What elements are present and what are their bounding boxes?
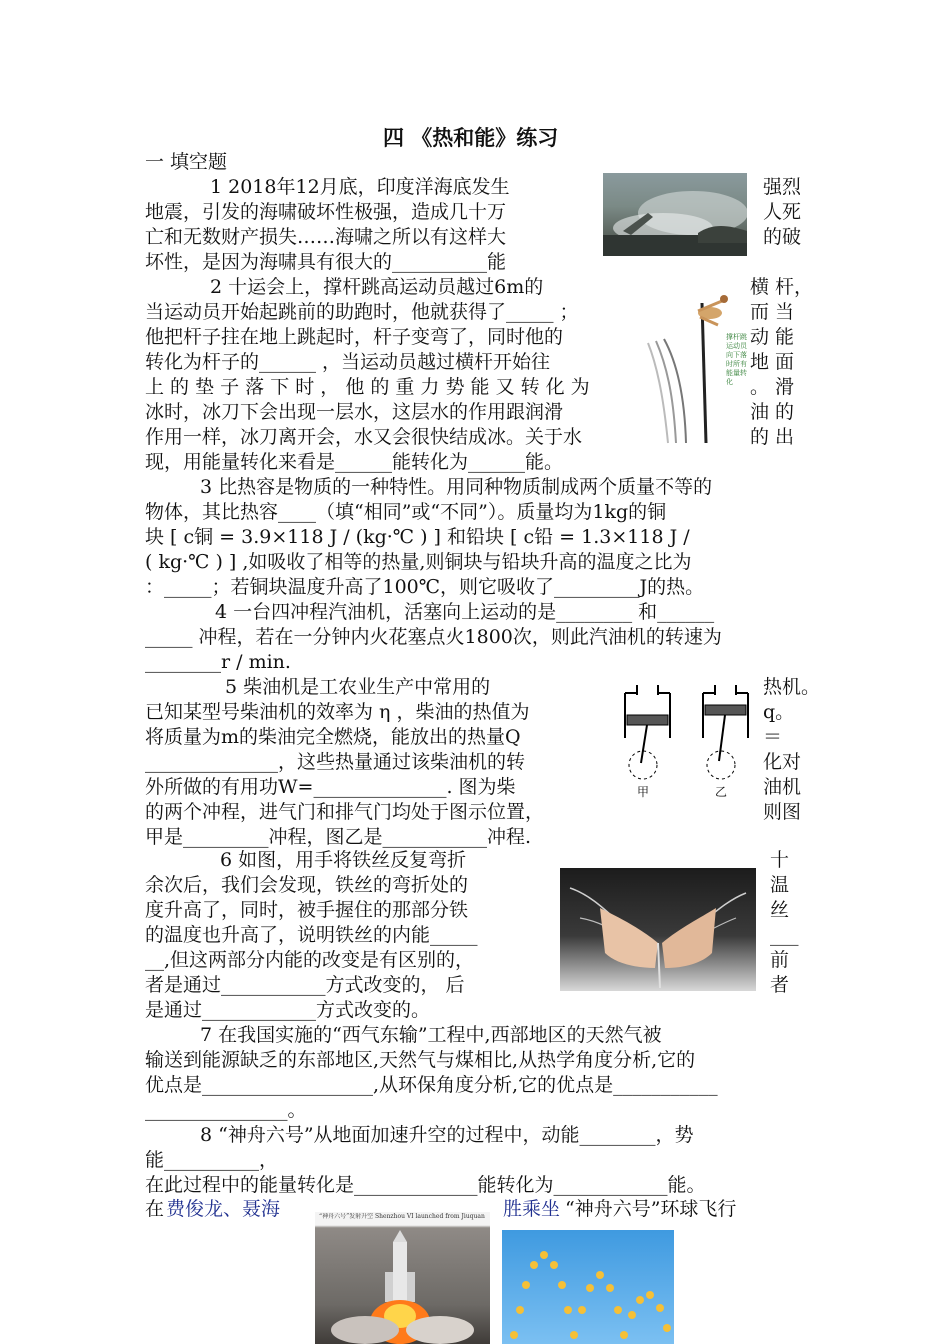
q5-line2: 已知某型号柴油机的效率为 η ，柴油的热值为 — [145, 701, 530, 723]
q5-line1: 5 柴油机是工农业生产中常用的 — [225, 676, 491, 698]
q5-line3-right: ＝ — [763, 726, 783, 748]
q4-line3: ________r / min. — [145, 651, 291, 673]
page-title: 四 《热和能》练习 — [383, 125, 559, 150]
q1-line2: 地震，引发的海啸破坏性极强，造成几十万 — [145, 201, 507, 223]
q6-line2: 余次后，我们会发现，铁丝的弯折处的 — [145, 874, 469, 896]
q6-line4-right: ___ — [770, 924, 799, 946]
q3-line1: 3 比热容是物质的一种特性。用同种物质制成两个质量不等的 — [200, 476, 713, 498]
q6-line1-right: 十 — [770, 849, 790, 871]
q5-line3: 将质量为m的柴油完全燃烧，能放出的热量Q — [145, 726, 521, 748]
q6-line3-right: 丝 — [770, 899, 790, 921]
q8-line2: 能__________， — [145, 1149, 279, 1171]
engine-stroke-diagram — [615, 683, 755, 798]
q2-line5: 上 的 垫 子 落 下 时 ， 他 的 重 力 势 能 又 转 化 为 — [145, 376, 590, 398]
label-yi: 乙 — [715, 785, 728, 798]
q1-line1-right: 强烈 — [763, 176, 802, 198]
q2-line6-right: 油 的 — [750, 401, 795, 423]
q2-line6: 冰时，冰刀下会出现一层水，这层水的作用跟润滑 — [145, 401, 564, 423]
q2-line3: 他把杆子拄在地上跳起时，杆子变弯了，同时他的 — [145, 326, 564, 348]
q2-line1-right: 横 杆， — [750, 276, 814, 298]
q1-line3-right: 的破 — [763, 226, 802, 248]
q2-line2: 当运动员开始起跳前的助跑时，他就获得了_____ ； — [145, 301, 579, 323]
q2-line7: 作用一样，冰刀离开会，水又会很快结成冰。关于水 — [145, 426, 583, 448]
q8-line4-prefix: 在 — [145, 1198, 165, 1220]
q5-line6-right: 则图 — [763, 801, 802, 823]
q5-line4-right: 化对 — [763, 751, 802, 773]
q2-line8: 现，用能量转化来看是______能转化为______能。 — [145, 451, 564, 473]
q4-line1: 4 一台四冲程汽油机，活塞向上运动的是________ 和______ — [215, 601, 715, 623]
q7-line1: 7 在我国实施的“西气东输”工程中,西部地区的天然气被 — [200, 1024, 662, 1046]
q5-line1-right: 热机。 — [763, 676, 821, 698]
q6-line4: 的温度也升高了，说明铁丝的内能_____ — [145, 924, 478, 946]
q6-line6-right: 者 — [770, 974, 790, 996]
bouncing-ball-photo — [502, 1230, 674, 1344]
bending-wire-photo — [560, 868, 756, 991]
q6-line7: 是通过____________方式改变的。 — [145, 999, 431, 1021]
q6-line3: 度升高了，同时，被手握住的那部分铁 — [145, 899, 469, 921]
section-heading: 一 填空题 — [145, 151, 228, 173]
q6-line6: 者是通过___________方式改变的， 后 — [145, 974, 465, 996]
q7-line3: 优点是__________________,从环保角度分析,它的优点是___________ — [145, 1074, 718, 1096]
q8-line1: 8 “神舟六号”从地面加速升空的过程中，动能________，势 — [200, 1124, 694, 1146]
q1-line4: 坏性，是因为海啸具有很大的__________能 — [145, 251, 507, 273]
rocket-launch-photo — [315, 1212, 490, 1344]
q5-line5-right: 油机 — [763, 776, 802, 798]
q6-line1: 6 如图，用手将铁丝反复弯折 — [220, 849, 467, 871]
q6-line2-right: 温 — [770, 874, 790, 896]
q2-line1: 2 十运会上，撑杆跳高运动员越过6m的 — [210, 276, 544, 298]
q2-line2-right: 而 当 — [750, 301, 795, 323]
pole-vault-caption: 撑杆跳运动员向下落时所有能量转化 — [726, 333, 747, 386]
q7-line4: _______________。 — [145, 1099, 307, 1121]
q8-line4-suffix: “神舟六号”环球飞行 — [565, 1198, 737, 1220]
q3-line3: 块 [ c铜 = 3.9×118 J / (kg·℃ ) ] 和铅块 [ c铅 = 1.3×118 J / — [145, 526, 690, 548]
q3-line5: ：_____；若铜块温度升高了100℃，则它吸收了_________J的热。 — [145, 576, 705, 598]
q2-line7-right: 的 出 — [750, 426, 795, 448]
astronaut-name-link-1[interactable]: 费俊龙、聂海 — [166, 1198, 281, 1220]
q5-line2-right: q。 — [763, 701, 795, 723]
q1-line2-right: 人死 — [763, 201, 802, 223]
q6-line5-right: 前 — [770, 949, 790, 971]
rocket-launch-caption: “神舟六号”发射升空 Shenzhou VI launched from Jiuquan — [319, 1213, 485, 1220]
q5-line5: 外所做的有用功W=______________. 图为柴 — [145, 776, 516, 798]
q2-line5-right: 。 滑 — [750, 376, 795, 398]
tsunami-photo — [603, 173, 747, 256]
astronaut-name-link-2[interactable]: 胜乘坐 — [503, 1198, 561, 1220]
q5-line4: ______________，这些热量通过该柴油机的转 — [145, 751, 526, 773]
q2-line4: 转化为杆子的______ ，当运动员越过横杆开始往 — [145, 351, 551, 373]
q3-line2: 物体，其比热容____（填“相同”或“不同”）。质量均为1kg的铜 — [145, 501, 667, 523]
q4-line2: _____ 冲程，若在一分钟内火花塞点火1800次，则此汽油机的转速为 — [145, 626, 722, 648]
q5-line6: 的两个冲程，进气门和排气门均处于图示位置， — [145, 801, 545, 823]
label-jia: 甲 — [637, 785, 650, 798]
q3-line4: ( kg·℃ ) ] ,如吸收了相等的热量,则铜块与铅块升高的温度之比为 — [145, 551, 692, 573]
q2-line3-right: 动 能 — [750, 326, 795, 348]
q2-line4-right: 地 面 — [750, 351, 795, 373]
q1-line1: 1 2018年12月底，印度洋海底发生 — [210, 176, 510, 198]
q7-line2: 输送到能源缺乏的东部地区,天然气与煤相比,从热学角度分析,它的 — [145, 1049, 696, 1071]
q8-line3: 在此过程中的能量转化是_____________能转化为____________能。 — [145, 1174, 706, 1196]
q6-line5: __,但这两部分内能的改变是有区别的， — [145, 949, 475, 971]
q1-line3: 亡和无数财产损失……海啸之所以有这样大 — [145, 226, 507, 248]
pole-vault-photo — [640, 283, 750, 448]
q5-line7: 甲是_________冲程，图乙是___________冲程. — [145, 826, 532, 848]
